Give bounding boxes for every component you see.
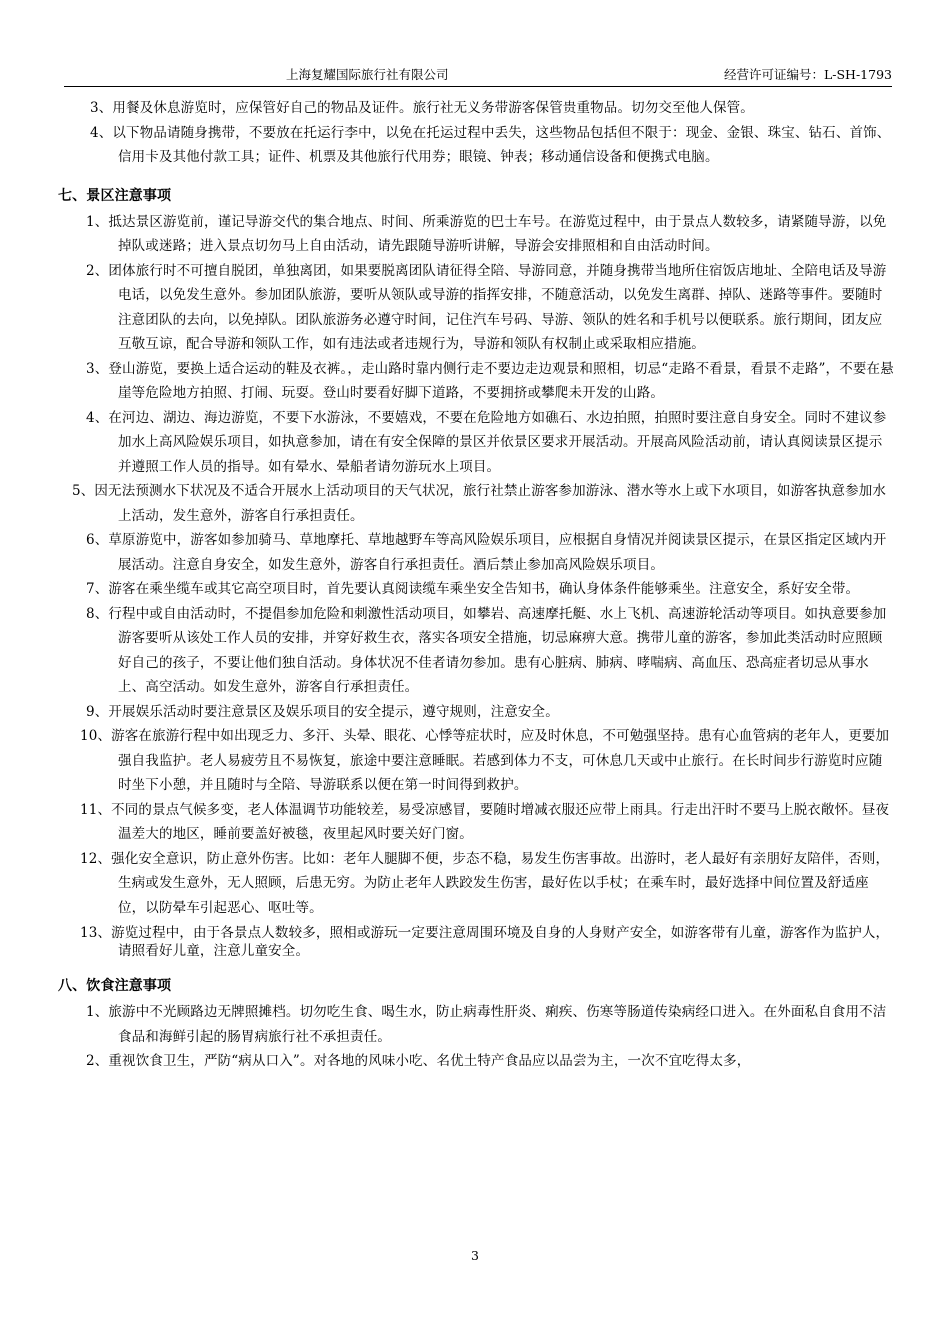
list-item: 1、抵达景区游览前，谨记导游交代的集合地点、时间、所乘游览的巴士车号。在游览过程中，由于景点人数较多，请紧随导游，以免掉队或迷路；进入景点切勿马上自由活动，请先跟随导游听讲解，导游会安排照相和自由活动时间。 [86,213,887,254]
license-number: 经营许可证编号：L-SH-1793 [723,67,892,82]
list-item: 3、登山游览，要换上适合运动的鞋及衣裤。，走山路时靠内侧行走不要边走边观景和照相，切忌“走路不看景，看景不走路”，不要在悬崖等危险地方拍照、打闹、玩耍。登山时要看好脚下道路，不要拥挤或攀爬未开发的山路。 [86,360,894,401]
list-item: 4、在河边、湖边、海边游览，不要下水游泳，不要嬉戏，不要在危险地方如礁石、水边拍照，拍照时要注意自身安全。同时不建议参加水上高风险娱乐项目，如执意参加，请在有安全保障的景区并依景区要求开展活动。开展高风险活动前，请认真阅读景区提示并遵照工作人员的指导。如有晕水、晕船者请勿游玩水上项目。 [86,409,887,475]
list-item: 1、旅游中不光顾路边无牌照摊档。切勿吃生食、喝生水，防止病毒性肝炎、痢疾、伤寒等肠道传染病经口进入。在外面私自食用不洁食品和海鲜引起的肠胃病旅行社不承担责任。 [86,1004,887,1045]
list-item: 9、开展娱乐活动时要注意景区及娱乐项目的安全提示，遵守规则，注意安全。 [86,703,559,720]
list-item: 3、用餐及休息游览时，应保管好自己的物品及证件。旅行社无义务带游客保管贵重物品。切勿交至他人保管。 [90,100,754,116]
list-item: 11、不同的景点气候多变，老人体温调节功能较差，易受凉感冒，要随时增减衣服还应带上雨具。行走出汗时不要马上脱衣敞怀。昼夜温差大的地区，睡前要盖好被毯，夜里起风时要关好门窗。 [80,801,890,842]
list-item: 5、因无法预测水下状况及不适合开展水上活动项目的天气状况，旅行社禁止游客参加游泳、潜水等水上或下水项目，如游客执意参加水上活动，发生意外，游客自行承担责任。 [72,483,887,524]
page-number: 3 [471,1248,479,1263]
company-name: 上海复耀国际旅行社有限公司 [286,67,449,82]
list-item: 8、行程中或自由活动时，不提倡参加危险和刺激性活动项目，如攀岩、高速摩托艇、水上飞机、高速游轮活动等项目。如执意要参加游客要听从该处工作人员的安排，并穿好救生衣，落实各项安全措施，切忌麻痹大意。携带儿童的游客，参加此类活动时应照顾好自己的孩子，不要让他们独自活动。身体状况不佳者请勿参加。患有心脏病、肺病、哮喘病、高血压、恐高症者切忌从事水上、高空活动。如发生意外，游客自行承担责任。 [86,605,887,695]
list-item: 10、游客在旅游行程中如出现乏力、多汗、头晕、眼花、心悸等症状时，应及时休息，不可勉强坚持。患有心血管病的老年人，更要加强自我监护。老人易疲劳且不易恢复，旅途中要注意睡眠。若感到体力不支，可休息几天或中止旅行。在长时间步行游览时应随时坐下小憩，并且随时与全陪、导游联系以便在第一时间得到救护。 [80,728,890,793]
page-header [64,64,892,87]
list-item: 7、游客在乘坐缆车或其它高空项目时，首先要认真阅读缆车乘坐安全告知书，确认身体条件能够乘坐。注意安全，系好安全带。 [86,581,860,597]
document-body [58,96,894,1074]
section-title: 八、饮食注意事项 [58,978,172,994]
list-item: 2、重视饮食卫生，严防“病从口入”。对各地的风味小吃、名优土特产食品应以品尝为主，一次不宜吃得太多， [86,1053,751,1069]
section-title: 七、景区注意事项 [58,187,172,204]
list-item: 12、强化安全意识，防止意外伤害。比如：老年人腿脚不便，步态不稳，易发生伤害事故。出游时，老人最好有亲朋好友陪伴，否则，生病或发生意外，无人照顾，后患无穷。为防止老年人跌跤发生伤害，最好佐以手杖；在乘车时，最好选择中间位置及舒适座位，以防晕车引起恶心、呕吐等。 [80,850,890,916]
list-item: 2、团体旅行时不可擅自脱团，单独离团，如果要脱离团队请征得全陪、导游同意，并随身携带当地所住宿饭店地址、全陪电话及导游电话，以免发生意外。参加团队旅游，要听从领队或导游的指挥安排，不随意活动，以免发生离群、掉队、迷路等事件。要随时注意团队的去向，以免掉队。团队旅游务必遵守时间，记住汽车号码、导游、领队的姓名和手机号以便联系。旅行期间，团友应互敬互谅，配合导游和领队工作，如有违法或者违规行为，导游和领队有权制止或采取相应措施。 [86,262,887,352]
list-item: 6、草原游览中，游客如参加骑马、草地摩托、草地越野车等高风险娱乐项目，应根据自身情况并阅读景区提示，在景区指定区域内开展活动。注意自身安全，如发生意外，游客自行承担责任。酒后禁止参加高风险娱乐项目。 [86,532,887,573]
list-item: 4、以下物品请随身携带，不要放在托运行李中，以免在托运过程中丢失，这些物品包括但不限于：现金、金银、珠宝、钻石、首饰、信用卡及其他付款工具；证件、机票及其他旅行代用券；眼镜、钟表；移动通信设备和便携式电脑。 [90,124,891,165]
list-item: 13、游览过程中，由于各景点人数较多，照相或游玩一定要注意周围环境及自身的人身财产安全，如游客带有儿童，游客作为监护人，请照看好儿童，注意儿童安全。 [80,925,890,959]
